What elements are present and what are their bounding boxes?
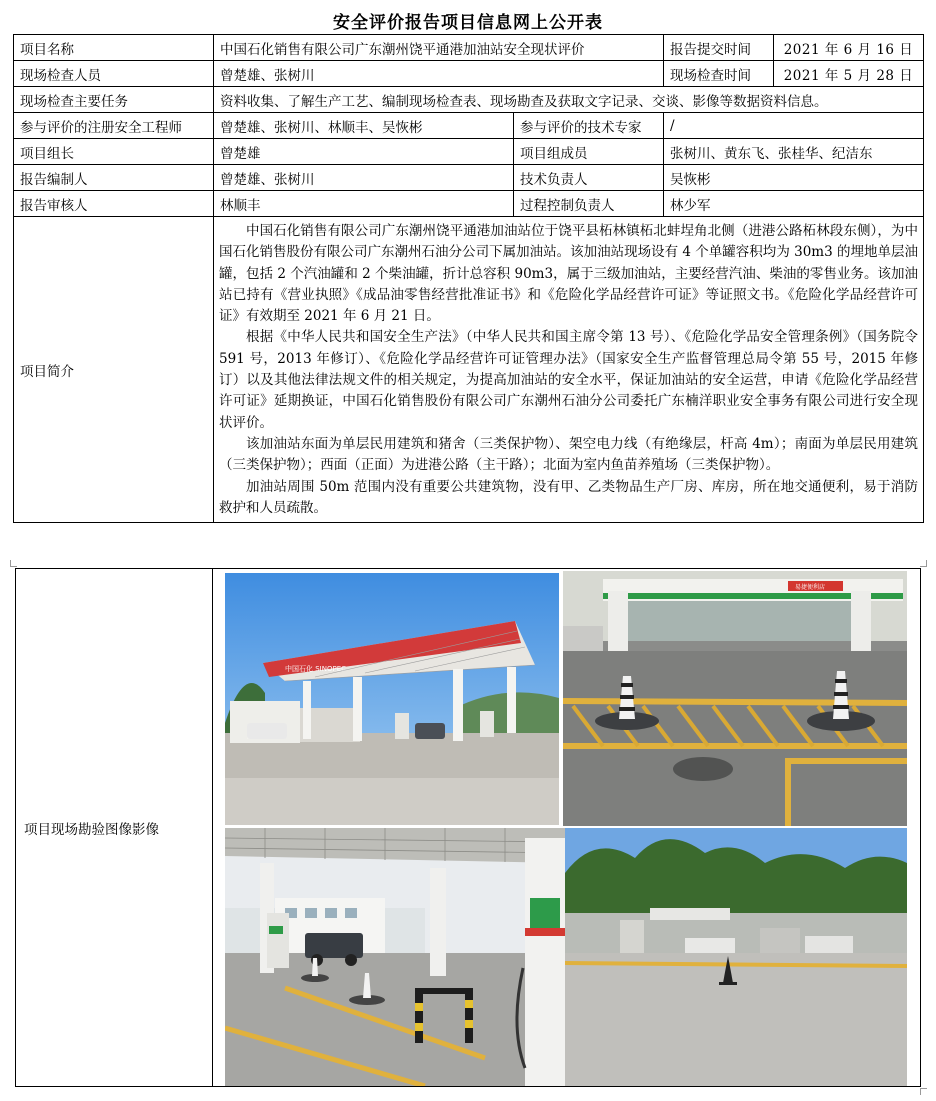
reviewer-label: 报告审核人	[14, 191, 214, 217]
svg-text:中国石化 SINOPEC: 中国石化 SINOPEC	[285, 665, 347, 673]
tech-label: 技术负责人	[514, 165, 664, 191]
row-reviewer	[14, 191, 924, 217]
engineers-label: 参与评价的注册安全工程师	[14, 113, 214, 139]
summary-cell	[214, 217, 924, 523]
summary-paragraph-3: 该加油站东面为单层民用建筑和猪舍（三类保护物）、架空电力线（有绝缘层，杆高 4m）；南面为单层民用建筑（三类保护物）；西面（正面）为进港公路（主干路）；北面为室内鱼苗养殖场（三类保护物）。	[219, 435, 918, 474]
info-table	[13, 34, 924, 523]
row-tasks	[14, 87, 924, 113]
experts-value: /	[664, 113, 924, 139]
corner-mark	[920, 560, 927, 567]
members-value: 张树川、黄东飞、张桂华、纪洁东	[664, 139, 924, 165]
submit-time-value: 2021 年 6 月 16 日	[774, 35, 924, 61]
photo-backyard	[565, 828, 907, 1086]
row-inspectors	[14, 61, 924, 87]
summary-paragraph-4: 加油站周围 50m 范围内没有重要公共建筑物，没有甲、乙类物品生产厂房、库房，所在地交通便利，易于消防救护和人员疏散。	[219, 478, 918, 516]
photo-under-canopy	[225, 828, 565, 1086]
summary-paragraph-1: 中国石化销售有限公司广东潮州饶平通港加油站位于饶平县柘林镇柘北蚌埕角北侧（进港公路柘林段东侧），为中国石化销售股份有限公司广东潮州石油分公司下属加油站。该加油站现场设有 4 个单罐容积均为 30m3 的埋地单层油罐，包括 2 个汽油罐和 2 个柴油罐，折计总容积 90m3，属于三级加油站，主要经营汽油、柴油的零售业务。该加油站已持有《营业执照》《成品油零售经营批准证书》和《危险化学品经营许可证》等证照文书。《危险化学品经营许可证》有效期至 2021 年 6 月 21 日。	[219, 223, 918, 325]
row-project-name	[14, 35, 924, 61]
leader-value: 曾楚雄	[214, 139, 514, 165]
summary-paragraph-2: 根据《中华人民共和国安全生产法》（中华人民共和国主席令第 13 号）、《危险化学品安全管理条例》（国务院令 591 号，2013 年修订）、《危险化学品经营许可证管理办法》（国家安全生产监督管理总局令第 55 号，2015 年修订）以及其他法律法规文件的相关规定，为提高加油站的安全水平，保证加油站的安全运营，申请《危险化学品经营许可证》延期换证，中国石化销售股份有限公司广东潮州石油分公司委托广东楠洋职业安全事务有限公司进行安全现状评价。	[219, 329, 918, 431]
reviewer-value: 林顺丰	[214, 191, 514, 217]
photos-label: 项目现场勘验图像影像	[16, 569, 213, 1087]
inspectors-value: 曾楚雄、张树川	[214, 61, 664, 87]
members-label: 项目组成员	[514, 139, 664, 165]
experts-label: 参与评价的技术专家	[514, 113, 664, 139]
tasks-value: 资料收集、了解生产工艺、编制现场检查表、现场勘查及获取文字记录、交谈、影像等数据资料信息。	[214, 87, 924, 113]
photo-table	[15, 568, 921, 1087]
process-label: 过程控制负责人	[514, 191, 664, 217]
store-sign	[795, 583, 825, 591]
leader-label: 项目组长	[14, 139, 214, 165]
tasks-label: 现场检查主要任务	[14, 87, 214, 113]
row-summary	[14, 217, 924, 523]
inspectors-label: 现场检查人员	[14, 61, 214, 87]
project-name-label: 项目名称	[14, 35, 214, 61]
photo-store-bollards	[563, 571, 907, 826]
photo-canopy-exterior	[225, 573, 559, 825]
page-title: 安全评价报告项目信息网上公开表	[333, 13, 603, 33]
project-name-value: 中国石化销售有限公司广东潮州饶平通港加油站安全现状评价	[214, 35, 664, 61]
row-leader	[14, 139, 924, 165]
row-writer	[14, 165, 924, 191]
photo-grid	[213, 569, 920, 1086]
submit-time-label: 报告提交时间	[664, 35, 774, 61]
svg-text:易捷便利店: 易捷便利店	[795, 584, 826, 591]
corner-mark	[920, 1088, 927, 1095]
engineers-value: 曾楚雄、张树川、林顺丰、吴恢彬	[214, 113, 514, 139]
inspect-time-label: 现场检查时间	[664, 61, 774, 87]
writer-value: 曾楚雄、张树川	[214, 165, 514, 191]
inspect-time-value: 2021 年 5 月 28 日	[774, 61, 924, 87]
summary-label: 项目简介	[14, 217, 214, 523]
tech-value: 吴恢彬	[664, 165, 924, 191]
canopy-sign	[285, 664, 346, 673]
row-engineers	[14, 113, 924, 139]
process-value: 林少军	[664, 191, 924, 217]
writer-label: 报告编制人	[14, 165, 214, 191]
corner-mark	[10, 560, 17, 567]
